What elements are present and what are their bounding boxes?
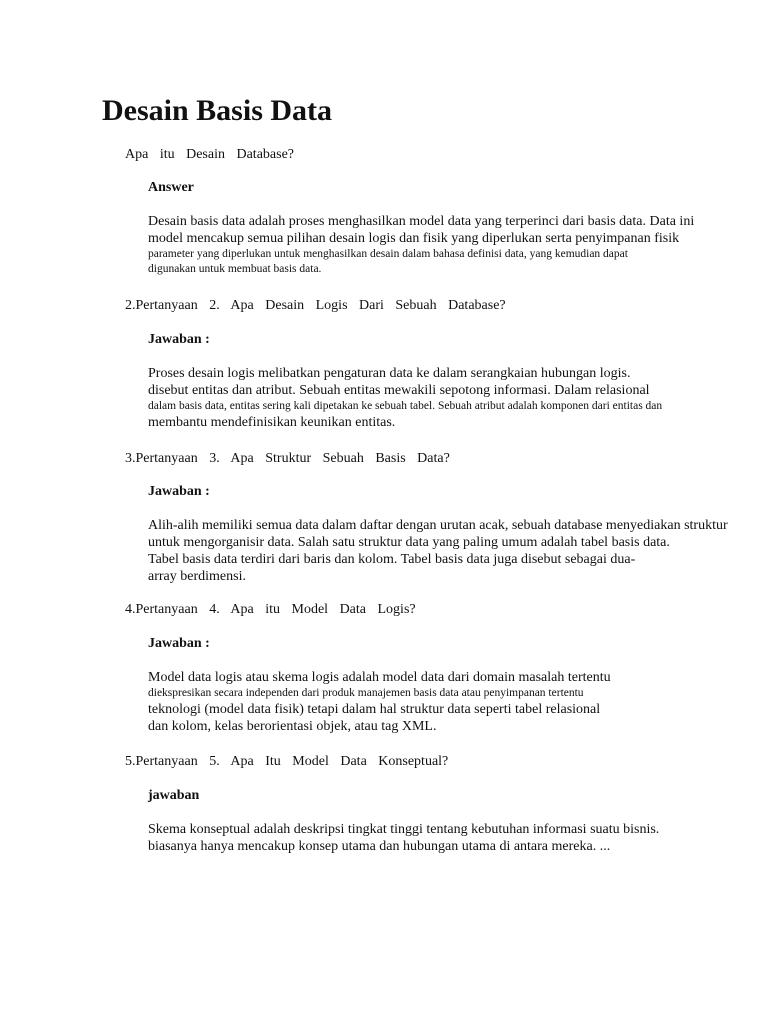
question-4: 4.Pertanyaan 4. Apa itu Model Data Logis? bbox=[125, 602, 416, 617]
answer-line: dalam basis data, entitas sering kali dipetakan ke sebuah tabel. Sebuah atribut adalah komponen dari entitas dan bbox=[148, 400, 663, 412]
answer-line: untuk mengorganisir data. Salah satu struktur data yang paling umum adalah tabel basis data. bbox=[148, 535, 670, 550]
answer-line: diekspresikan secara independen dari produk manajemen basis data atau penyimpanan tertentu bbox=[148, 687, 584, 699]
question-5: 5.Pertanyaan 5. Apa Itu Model Data Konseptual? bbox=[125, 754, 449, 769]
answer-label-2: Jawaban : bbox=[148, 332, 210, 347]
answer-line: biasanya hanya mencakup konsep utama dan hubungan utama di antara mereka. ... bbox=[148, 839, 611, 854]
answer-line: array berdimensi. bbox=[148, 569, 246, 584]
answer-line: digunakan untuk membuat basis data. bbox=[148, 263, 322, 275]
answer-body-4 bbox=[148, 669, 611, 735]
answer-body-2 bbox=[148, 365, 662, 431]
answer-line: dan kolom, kelas berorientasi objek, atau tag XML. bbox=[148, 719, 437, 734]
answer-line: membantu mendefinisikan keunikan entitas. bbox=[148, 415, 396, 430]
answer-body-5 bbox=[148, 821, 659, 855]
answer-label-4: Jawaban : bbox=[148, 636, 210, 651]
answer-line: Skema konseptual adalah deskripsi tingkat tinggi tentang kebutuhan informasi suatu bisnis. bbox=[148, 822, 660, 837]
question-1: Apa itu Desain Database? bbox=[125, 147, 294, 162]
answer-line: parameter yang diperlukan untuk menghasilkan desain dalam bahasa definisi data, yang kemudian dapat bbox=[148, 248, 628, 260]
answer-line: disebut entitas dan atribut. Sebuah entitas mewakili sepotong informasi. Dalam relasional bbox=[148, 383, 650, 398]
answer-label-5: jawaban bbox=[148, 788, 200, 803]
question-3: 3.Pertanyaan 3. Apa Struktur Sebuah Basis Data? bbox=[125, 451, 450, 466]
answer-line: Desain basis data adalah proses menghasilkan model data yang terperinci dari basis data. Data ini bbox=[148, 214, 695, 229]
answer-line: Model data logis atau skema logis adalah model data dari domain masalah tertentu bbox=[148, 670, 611, 685]
answer-line: model mencakup semua pilihan desain logis dan fisik yang diperlukan serta penyimpanan fisik bbox=[148, 231, 680, 246]
answer-line: Proses desain logis melibatkan pengaturan data ke dalam serangkaian hubungan logis. bbox=[148, 366, 631, 381]
answer-line: teknologi (model data fisik) tetapi dalam hal struktur data seperti tabel relasional bbox=[148, 702, 601, 717]
page-title: Desain Basis Data bbox=[102, 94, 333, 127]
answer-label-3: Jawaban : bbox=[148, 484, 210, 499]
answer-body-1 bbox=[148, 213, 694, 277]
answer-body-3 bbox=[148, 517, 728, 585]
answer-line: Alih-alih memiliki semua data dalam daftar dengan urutan acak, sebuah database menyediakan struktur bbox=[148, 518, 728, 533]
answer-label-1: Answer bbox=[148, 180, 194, 195]
question-2: 2.Pertanyaan 2. Apa Desain Logis Dari Sebuah Database? bbox=[125, 298, 506, 313]
answer-line: Tabel basis data terdiri dari baris dan kolom. Tabel basis data juga disebut sebagai dua- bbox=[148, 552, 636, 567]
